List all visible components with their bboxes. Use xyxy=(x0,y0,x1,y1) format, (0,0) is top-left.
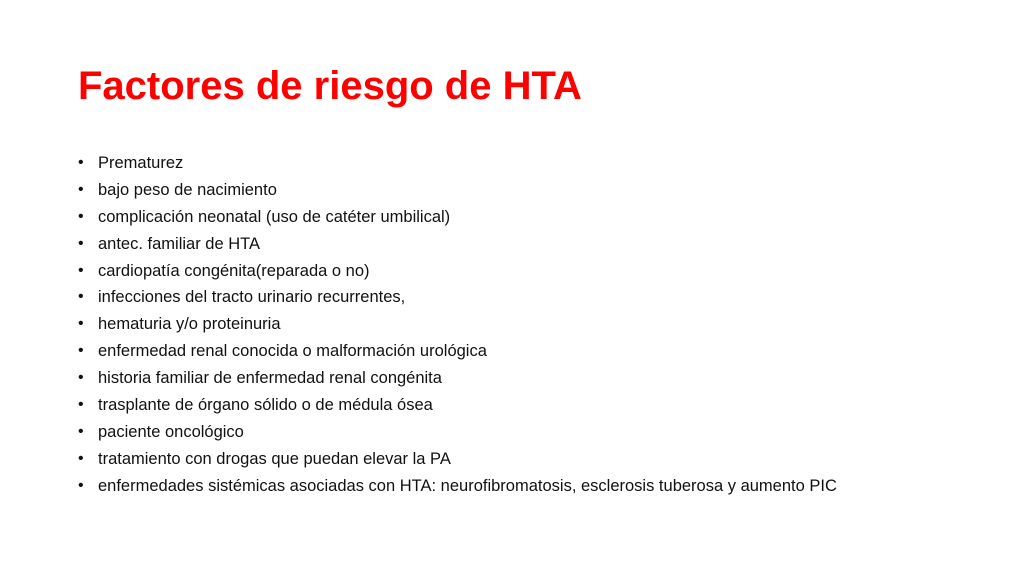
bullet-icon: • xyxy=(78,342,84,360)
list-item xyxy=(78,284,837,311)
list-item xyxy=(78,150,837,177)
list-item xyxy=(78,231,837,258)
list-item-text: Prematurez xyxy=(98,154,184,172)
risk-factor-list xyxy=(78,150,837,500)
list-item-text: paciente oncológico xyxy=(98,422,244,441)
list-item-text: antec. familiar de HTA xyxy=(98,234,261,253)
list-item-text: bajo peso de nacimiento xyxy=(98,180,277,199)
list-item-text: hematuria y/o proteinuria xyxy=(98,315,281,334)
list-item xyxy=(78,419,837,446)
list-item xyxy=(78,473,837,500)
list-item-text: enfermedad renal conocida o malformación urológica xyxy=(98,342,487,361)
bullet-icon: • xyxy=(78,369,84,387)
bullet-icon: • xyxy=(78,288,84,306)
list-item xyxy=(78,365,837,392)
bullet-icon: • xyxy=(78,261,84,279)
bullet-icon: • xyxy=(78,315,84,333)
bullet-icon: • xyxy=(78,449,84,467)
list-item xyxy=(78,392,837,419)
bullet-icon: • xyxy=(78,234,84,252)
list-item-text: complicación neonatal (uso de catéter umbilical) xyxy=(98,207,451,226)
list-item xyxy=(78,338,837,365)
list-item xyxy=(78,446,837,473)
bullet-icon: • xyxy=(78,154,84,171)
list-item xyxy=(78,177,837,204)
slide-title: Factores de riesgo de HTA xyxy=(78,64,582,108)
list-item xyxy=(78,258,837,285)
list-item-text: cardiopatía congénita(reparada o no) xyxy=(98,261,370,280)
bullet-icon: • xyxy=(78,207,84,225)
list-item-text: infecciones del tracto urinario recurrentes, xyxy=(98,288,406,307)
list-item-text: trasplante de órgano sólido o de médula ósea xyxy=(98,396,433,415)
list-item xyxy=(78,311,837,338)
bullet-icon: • xyxy=(78,396,84,414)
bullet-icon: • xyxy=(78,180,84,198)
list-item-text: enfermedades sistémicas asociadas con HTA: neurofibromatosis, esclerosis tuberosa y aumento PIC xyxy=(98,476,837,495)
bullet-icon: • xyxy=(78,422,84,440)
list-item-text: historia familiar de enfermedad renal congénita xyxy=(98,369,442,388)
list-item xyxy=(78,204,837,231)
list-item-text: tratamiento con drogas que puedan elevar la PA xyxy=(98,449,451,468)
bullet-icon: • xyxy=(78,476,84,494)
